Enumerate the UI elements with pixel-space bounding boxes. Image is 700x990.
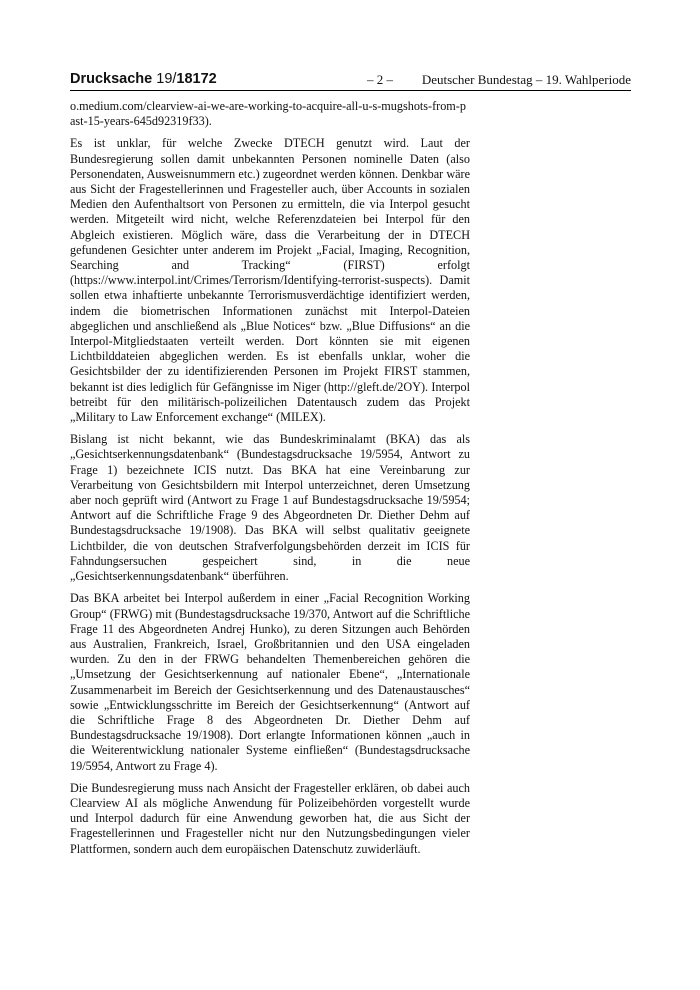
- page-header: [70, 70, 631, 91]
- document-number-value: 18172: [176, 71, 217, 87]
- document-label: Drucksache: [70, 71, 153, 87]
- paragraph-url-continuation: o.medium.com/clearview-ai-we-are-working-to-acquire-all-u-s-mugshots-from-past-15-years-645d92319f33).: [70, 99, 466, 129]
- document-number: [70, 70, 217, 88]
- body-text: [70, 99, 470, 864]
- paragraph-frwg: Das BKA arbeitet bei Interpol außerdem in einer „Facial Recognition Working Group“ (FRWG) mit (Bundestagsdrucksache 19/370, Antwort auf die Schriftliche Frage 11 des Abgeordneten Andrej Hunko), zu deren Sitzungen auch Behörden aus Australien, Frankreich, Israel, Großbritannien und den USA eingeladen wurden. Zu den in der FRWG behandelten Themenbereichen gehören die „Umsetzung der Gesichtserkennung auf nationaler Ebene“, „Internationale Zusammenarbeit im Bereich der Gesichtserkennung und des Datenaustausches“ sowie „Entwicklungsschritte im Bereich der Gesichtserkennung“ (Antwort auf die Schriftliche Frage 8 des Abgeordneten Dr. Diether Dehm auf Bundestagsdrucksache 19/1908). Dort erlangte Informationen können „auch in die Weiterentwicklung nationaler Systeme einfließen“ (Bundestagsdrucksache 19/5954, Antwort zu Frage 4).: [70, 591, 470, 773]
- document-number-prefix: 19/: [156, 71, 177, 87]
- paragraph-clearview: Die Bundesregierung muss nach Ansicht der Fragesteller erklären, ob dabei auch Clearview AI als mögliche Anwendung für Polizeibehörden vorgestellt wurde und Interpol dadurch für eine Anwendung geworben hat, die aus Sicht der Fragestellerinnen und Fragesteller nicht nur den Nutzungsbedingungen vieler Plattformen, sondern auch dem europäischen Datenschutz zuwiderläuft.: [70, 780, 470, 856]
- page-number: – 2 –: [367, 72, 393, 87]
- paragraph-dtech: Es ist unklar, für welche Zwecke DTECH genutzt wird. Laut der Bundesregierung sollen damit unbekannten Personen nominelle Daten (also Personendaten, Ausweisnummern etc.) zugeordnet werden können. Denkbar wäre aus Sicht der Fragestellerinnen und Fragesteller auch, über Accounts in sozialen Medien den Aufenthaltsort von Personen zu ermitteln, die via Interpol gesucht werden. Mitgeteilt wird nicht, welche Referenzdateien bei Interpol für den Abgleich existieren. Möglich wäre, dass die Verarbeitung der in DTECH gefundenen Gesichter unter anderem im Projekt „Facial, Imaging, Recognition, Searching and Tracking“ (FIRST) erfolgt (https://www.interpol.int/Crimes/Terrorism/Identifying-terrorist-suspects). Damit sollen etwa inhaftierte unbekannte Terrorismusverdächtige identifiziert werden, indem die biometrischen Informationen zunächst mit Interpol-Dateien abgeglichen und anschließend als „Blue Notices“ bzw. „Blue Diffusions“ an die Interpol-Mitgliedstaaten verteilt werden. Dort könnten sie mit eigenen Lichtbilddateien abgeglichen werden. Es ist ebenfalls unklar, woher die Gesichtsbilder der zu identifizierenden Personen im Projekt FIRST stammen, bekannt ist dies lediglich für Gefängnisse im Niger (http://gleft.de/2OY). Interpol betreibt für den militärisch-polizeilichen Datentausch zudem das Projekt „Military to Law Enforcement exchange“ (MILEX).: [70, 136, 470, 425]
- paragraph-bka-icis: Bislang ist nicht bekannt, wie das Bundeskriminalamt (BKA) das als „Gesichtserkennungsdatenbank“ (Bundestagsdrucksache 19/5954, Antwort zu Frage 1) bezeichnete ICIS nutzt. Das BKA hat eine Vereinbarung zur Verarbeitung von Gesichtsbildern mit Interpol unterzeichnet, deren Umsetzung aber noch geprüft wird (Antwort zu Frage 1 auf Bundestagsdrucksache 19/5954; Antwort auf die Schriftliche Frage 9 des Abgeordneten Dr. Diether Dehm auf Bundestagsdrucksache 19/1908). Das BKA will selbst qualitativ geeignete Lichtbilder, die von deutschen Strafverfolgungsbehörden derzeit im ICIS für Fahndungsersuchen gespeichert sind, in die neue „Gesichtserkennungsdatenbank“ überführen.: [70, 432, 470, 584]
- parliament-label: Deutscher Bundestag – 19. Wahlperiode: [421, 72, 631, 87]
